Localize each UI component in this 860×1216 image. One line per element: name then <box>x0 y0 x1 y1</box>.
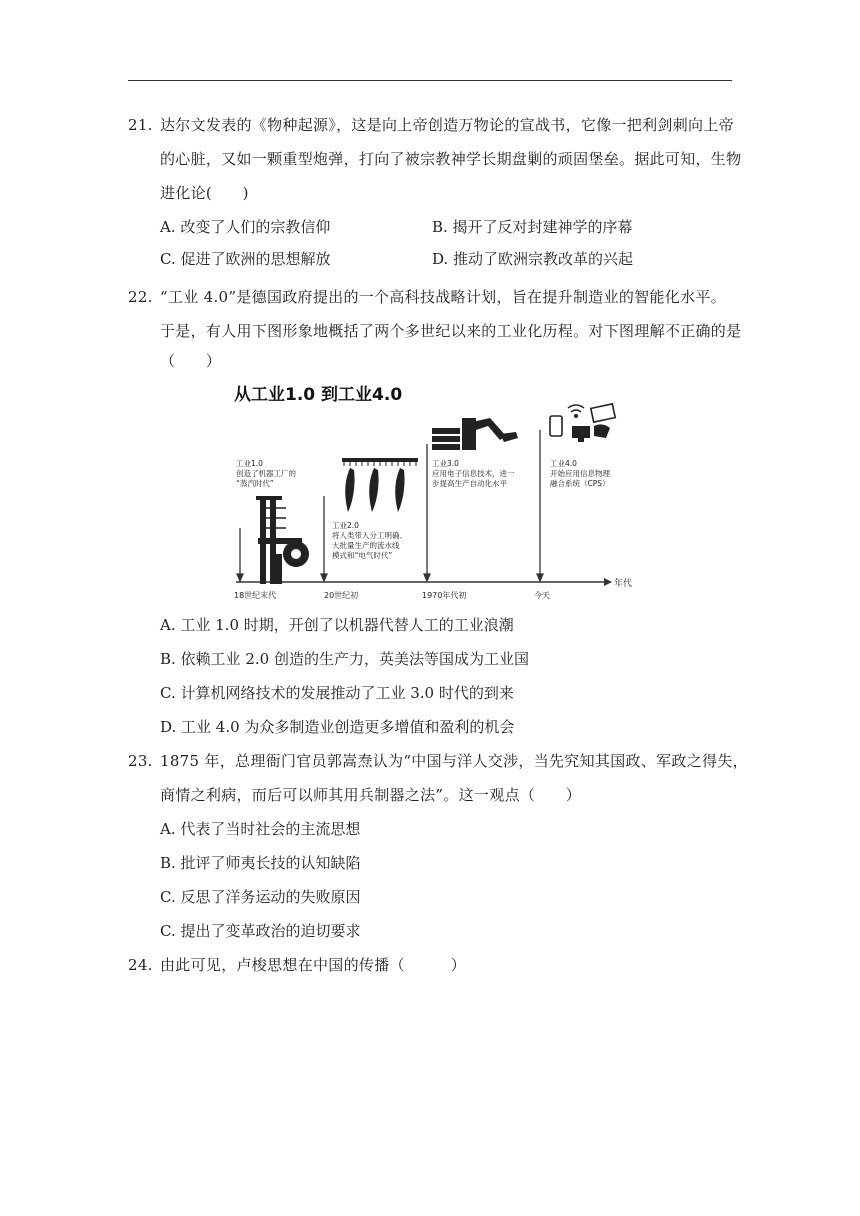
q23-stem-line-1 <box>128 750 748 771</box>
q21-stem-line-3: 进化论( ) <box>160 184 249 202</box>
q24-number: 24. <box>128 956 153 974</box>
q22-option-a[interactable]: A. 工业 1.0 时期，开创了以机器代替人工的工业浪潮 <box>160 616 514 634</box>
stage1-arrowhead <box>237 574 243 581</box>
q22-stem-line-2: 于是，有人用下图形象地概括了两个多世纪以来的工业化历程。对下图理解不正确的是 <box>160 322 742 340</box>
q24-stem-text-1: 由此可见，卢梭思想在中国的传播（ ） <box>160 956 467 974</box>
q22-option-d[interactable]: D. 工业 4.0 为众多制造业创造更多增值和盈利的机会 <box>160 718 515 736</box>
q22-stem-line-3: （ ） <box>160 352 222 370</box>
stage4-desc-line: 开始应用信息物理 <box>550 469 610 478</box>
stage1-desc <box>236 458 296 488</box>
industry-timeline-svg <box>232 378 640 604</box>
header-rule <box>128 80 732 81</box>
industry-timeline-figure <box>232 378 640 604</box>
q23-option-a[interactable]: A. 代表了当时社会的主流思想 <box>160 820 361 838</box>
wifi-icon <box>568 405 584 408</box>
timeline-arrow-head <box>604 578 612 586</box>
stage3-desc-line: 步提高生产自动化水平 <box>432 479 507 488</box>
stage4-time: 今天 <box>534 591 550 600</box>
steam-loom-illustration <box>256 496 309 584</box>
stage4-desc-line: 工业4.0 <box>550 459 577 468</box>
stage1-time: 18世纪末代 <box>234 591 277 600</box>
q21-option-d[interactable]: D. 推动了欧洲宗教改革的兴起 <box>432 250 634 268</box>
q22-option-c[interactable]: C. 计算机网络技术的发展推动了工业 3.0 时代的到来 <box>160 684 514 702</box>
stage3-desc-line: 应用电子信息技术，进一 <box>432 469 515 478</box>
q23-stem-text-1: 1875 年，总理衙门官员郭嵩焘认为“中国与洋人交涉，当先究知其国政、军政之得失， <box>160 752 748 770</box>
stage3-desc-line: 工业3.0 <box>432 459 459 468</box>
phone-icon <box>550 416 562 436</box>
q23-option-b[interactable]: B. 批评了师夷长技的认知缺陷 <box>160 854 361 872</box>
q24-stem-line-1 <box>128 954 466 975</box>
q21-stem-line-1 <box>128 114 734 135</box>
figure-title: 从工业1.0 到工业4.0 <box>234 385 403 405</box>
stage2-time: 20世纪初 <box>324 591 359 600</box>
q23-option-c[interactable]: C. 反思了洋务运动的失败原因 <box>160 888 361 906</box>
stage2-desc <box>332 520 407 560</box>
q23-stem-line-2: 商情之利病，而后可以师其用兵制器之法”。这一观点（ ） <box>160 786 582 804</box>
q21-option-c[interactable]: C. 促进了欧洲的思想解放 <box>160 250 331 268</box>
stage3-arrowhead <box>424 574 430 581</box>
robot-arm-small-icon <box>594 424 610 438</box>
monitor-icon <box>572 426 590 438</box>
q21-stem-line-2: 的心脏，又如一颗重型炮弹，打向了被宗教神学长期盘剿的顽固堡垒。据此可知，生物 <box>160 150 742 168</box>
stage2-desc-line: 模式和“电气时代” <box>332 551 393 560</box>
stage1-desc-line: 工业1.0 <box>236 459 263 468</box>
stage2-arrowhead <box>321 574 327 581</box>
tablet-icon <box>591 404 615 422</box>
q21-option-b[interactable]: B. 揭开了反对封建神学的序幕 <box>432 218 633 236</box>
stage3-desc <box>432 458 515 488</box>
robot-arm-illustration <box>432 418 518 450</box>
stage3-time: 1970年代初 <box>422 591 467 600</box>
q21-number: 21. <box>128 116 153 134</box>
stage4-desc <box>550 458 610 488</box>
stage2-desc-line: 大批量生产的流水线 <box>332 541 400 550</box>
q23-option-c-duplicate[interactable]: C. 提出了变革政治的迫切要求 <box>160 922 361 940</box>
assembly-line-illustration <box>342 458 418 512</box>
q22-option-b[interactable]: B. 依赖工业 2.0 创造的生产力，英美法等国成为工业国 <box>160 650 529 668</box>
conveyor-hooks <box>344 462 416 466</box>
q21-option-a[interactable]: A. 改变了人们的宗教信仰 <box>160 218 331 236</box>
stage2-desc-line: 工业2.0 <box>332 521 359 530</box>
connected-devices-illustration <box>550 404 615 442</box>
axis-label: 年代 <box>614 579 633 589</box>
q21-stem-text-1: 达尔文发表的《物种起源》，这是向上帝创造万物论的宣战书，它像一把利剑刺向上帝 <box>160 116 734 134</box>
stage1-desc-line: “蒸汽时代” <box>236 479 274 488</box>
stage4-arrowhead <box>537 574 543 581</box>
q22-number: 22. <box>128 288 153 306</box>
stage4-desc-line: 融合系统（CPS） <box>550 479 610 488</box>
stage2-desc-line: 将人类带入分工明确、 <box>332 531 407 540</box>
q23-number: 23. <box>128 752 153 770</box>
stage1-desc-line: 创造了机器工厂的 <box>236 469 296 478</box>
q22-stem-text-1: “工业 4.0”是德国政府提出的一个高科技战略计划，旨在提升制造业的智能化水平。 <box>160 288 726 306</box>
q22-stem-line-1 <box>128 286 726 307</box>
